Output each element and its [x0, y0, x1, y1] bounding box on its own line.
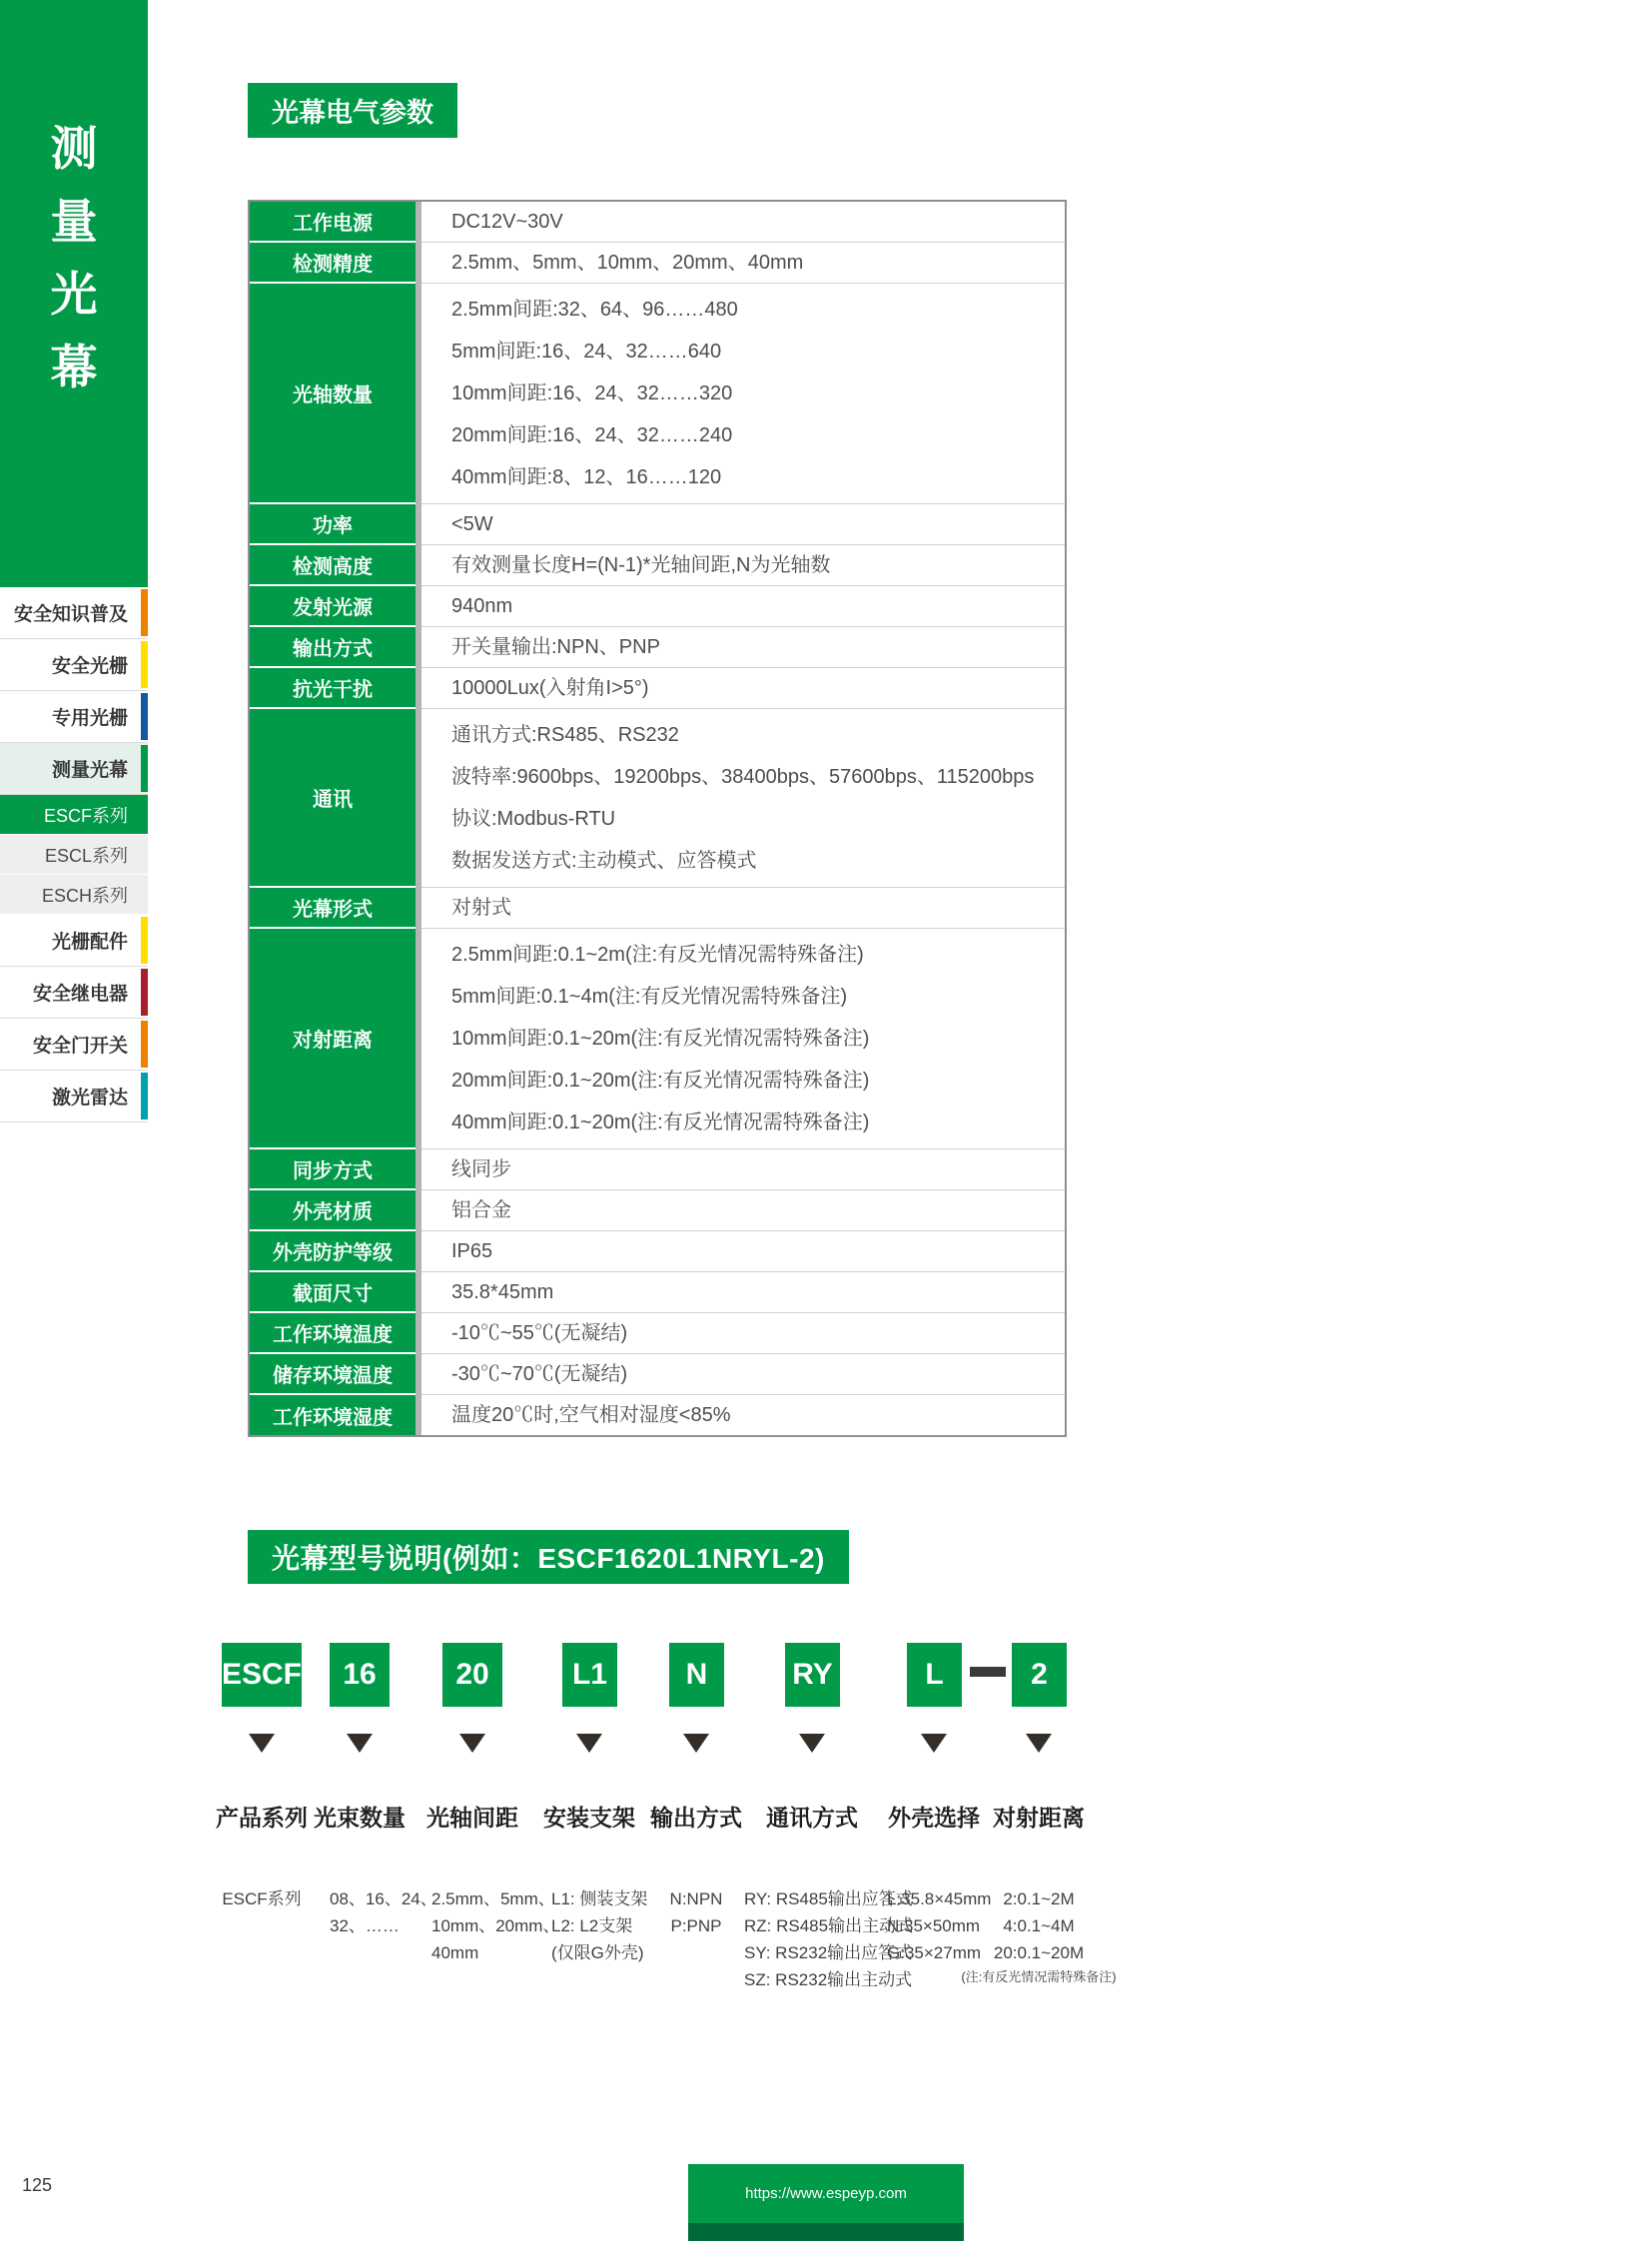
spec-value-line: 40mm间距:0.1~20m(注:有反光情况需特殊备注): [451, 1112, 870, 1133]
spec-table: [248, 200, 1067, 1437]
spec-row-label: 抗光干扰: [250, 668, 415, 709]
model-detail-line: 10mm、20mm、: [431, 1916, 560, 1935]
model-detail-line: L:35.8×45mm: [887, 1889, 992, 1908]
table-row: [250, 1313, 1065, 1354]
table-row: [250, 243, 1065, 284]
sidebar-item-label: 激光雷达: [51, 1088, 128, 1109]
triangle-down-icon: [347, 1734, 373, 1753]
spec-value-line: 20mm间距:16、24、32……240: [451, 424, 733, 446]
sidebar-item-accent-bar: [141, 969, 148, 1016]
sidebar-item-accent-bar: [141, 589, 148, 636]
spec-row-value: [421, 243, 1065, 284]
table-row: [250, 1190, 1065, 1231]
table-row: [250, 1395, 1065, 1435]
sidebar-item-label: 安全继电器: [32, 984, 128, 1005]
table-row: [250, 627, 1065, 668]
spec-row-label: 检测高度: [250, 545, 415, 586]
spec-row-label: 截面尺寸: [250, 1272, 415, 1313]
spec-row-value: [421, 504, 1065, 545]
table-row: [250, 668, 1065, 709]
sidebar-item-专用光栅[interactable]: [0, 691, 148, 743]
sidebar-title-char: 量: [50, 195, 98, 248]
spec-row-label: 光幕形式: [250, 888, 415, 929]
spec-value-line: 波特率:9600bps、19200bps、38400bps、57600bps、115200bps: [451, 766, 1035, 788]
sidebar-title-char: 光: [50, 268, 98, 321]
spec-value-line: 5mm间距:16、24、32……640: [451, 341, 722, 363]
spec-row-label: 输出方式: [250, 627, 415, 668]
model-detail-line: 08、16、24、: [330, 1889, 437, 1908]
spec-value-line: 通讯方式:RS485、RS232: [451, 724, 679, 746]
model-detail-line: SY: RS232输出应答式: [744, 1943, 913, 1962]
sidebar-item-label: ESCL系列: [44, 845, 128, 866]
model-detail-line: 40mm: [431, 1943, 479, 1962]
sidebar-item-label: ESCH系列: [41, 885, 128, 906]
footer-strip: [688, 2223, 964, 2241]
spec-row-label: 对射距离: [250, 929, 415, 1149]
model-detail-line: L1: 侧装支架: [551, 1889, 648, 1908]
model-code-box-N: N: [669, 1643, 724, 1707]
spec-row-value: [421, 1354, 1065, 1395]
sidebar-category-banner: [0, 0, 148, 587]
sidebar-nav: [0, 587, 148, 1122]
spec-row-label: 通讯: [250, 709, 415, 888]
dash-separator: [970, 1667, 1006, 1677]
model-segment-label: 光轴间距: [426, 1805, 518, 1831]
spec-value-line: 5mm间距:0.1~4m(注:有反光情况需特殊备注): [451, 986, 848, 1008]
sidebar-item-accent-bar: [141, 745, 148, 792]
spec-row-value: [421, 545, 1065, 586]
model-code-box-ESCF: ESCF: [222, 1643, 302, 1707]
model-detail-line: 4:0.1~4M: [1003, 1916, 1075, 1935]
model-detail-line: ESCF系列: [222, 1889, 302, 1908]
model-detail-line: L2: L2支架: [551, 1916, 633, 1935]
model-detail-line: SZ: RS232输出主动式: [744, 1970, 913, 1989]
sidebar-item-label: 安全门开关: [32, 1036, 128, 1057]
model-detail-note: (注:有反光情况需特殊备注): [961, 1969, 1117, 1984]
spec-row-label: 光轴数量: [250, 284, 415, 504]
table-row: [250, 888, 1065, 929]
spec-row-value: [421, 1272, 1065, 1313]
model-segment-label: 安装支架: [543, 1805, 635, 1831]
spec-section-title: 光幕电气参数: [248, 83, 457, 138]
spec-row-label: 同步方式: [250, 1149, 415, 1190]
spec-row-value: [421, 627, 1065, 668]
spec-row-value: [421, 668, 1065, 709]
triangle-down-icon: [459, 1734, 485, 1753]
spec-value-line: 2.5mm间距:0.1~2m(注:有反光情况需特殊备注): [451, 944, 864, 966]
spec-value-line: <5W: [451, 513, 493, 535]
spec-row-value: [421, 1149, 1065, 1190]
spec-value-line: 940nm: [451, 595, 513, 617]
spec-value-line: 10mm间距:0.1~20m(注:有反光情况需特殊备注): [451, 1028, 870, 1050]
table-row: [250, 1149, 1065, 1190]
spec-value-line: 10mm间距:16、24、32……320: [451, 382, 733, 404]
spec-value-line: -10℃~55℃(无凝结): [451, 1322, 628, 1344]
spec-value-line: -30℃~70℃(无凝结): [451, 1363, 628, 1385]
sidebar-item-ESCF系列[interactable]: [0, 795, 148, 835]
spec-row-label: 发射光源: [250, 586, 415, 627]
sidebar-item-安全光栅[interactable]: [0, 639, 148, 691]
table-row: [250, 545, 1065, 586]
triangle-down-icon: [249, 1734, 275, 1753]
spec-row-label: 工作环境温度: [250, 1313, 415, 1354]
page-number: 125: [22, 2175, 53, 2195]
model-detail-line: N:35×50mm: [887, 1916, 981, 1935]
spec-row-value: [421, 1395, 1065, 1435]
model-detail-line: RY: RS485输出应答式: [744, 1889, 913, 1908]
table-row: [250, 1272, 1065, 1313]
model-segment-details: [330, 1885, 437, 1939]
spec-row-value: [421, 709, 1065, 888]
sidebar-item-accent-bar: [141, 917, 148, 964]
sidebar-item-ESCL系列[interactable]: [0, 835, 148, 875]
model-code-box-20: 20: [442, 1643, 502, 1707]
spec-value-line: 10000Lux(入射角I>5°): [451, 677, 649, 699]
sidebar-item-安全继电器[interactable]: [0, 967, 148, 1019]
sidebar-item-安全门开关[interactable]: [0, 1019, 148, 1071]
table-row: [250, 929, 1065, 1149]
model-detail-line: G:35×27mm: [887, 1943, 982, 1962]
spec-value-line: 有效测量长度H=(N-1)*光轴间距,N为光轴数: [451, 554, 831, 576]
sidebar-item-accent-bar: [141, 1073, 148, 1120]
sidebar-item-label: 安全光栅: [51, 656, 128, 677]
model-segment-label: 通讯方式: [766, 1805, 858, 1831]
table-row: [250, 709, 1065, 888]
spec-row-label: 外壳防护等级: [250, 1231, 415, 1272]
table-row: [250, 1354, 1065, 1395]
triangle-down-icon: [799, 1734, 825, 1753]
model-code-box-RY: RY: [785, 1643, 840, 1707]
spec-value-line: 2.5mm、5mm、10mm、20mm、40mm: [451, 252, 804, 274]
sidebar-item-ESCH系列[interactable]: [0, 875, 148, 915]
sidebar-item-光栅配件[interactable]: [0, 915, 148, 967]
sidebar-item-label: 专用光栅: [51, 708, 128, 729]
model-detail-line: N:NPN: [669, 1889, 723, 1908]
table-row: [250, 202, 1065, 243]
spec-value-line: 开关量输出:NPN、PNP: [451, 636, 660, 658]
model-code-box-L: L: [907, 1643, 962, 1707]
model-segment-label: 产品系列: [216, 1805, 308, 1831]
model-segment-details: [431, 1885, 559, 1966]
spec-value-line: 对射式: [451, 897, 511, 919]
table-row: [250, 284, 1065, 504]
triangle-down-icon: [921, 1734, 947, 1753]
spec-row-label: 储存环境温度: [250, 1354, 415, 1395]
spec-value-line: 温度20℃时,空气相对湿度<85%: [451, 1404, 731, 1426]
spec-value-line: 线同步: [451, 1158, 511, 1180]
sidebar-title-char: 幕: [50, 341, 98, 393]
sidebar-item-label: 安全知识普及: [13, 604, 128, 625]
model-detail-line: 20:0.1~20M: [993, 1943, 1085, 1962]
spec-value-line: 2.5mm间距:32、64、96……480: [451, 299, 738, 321]
model-code-box-L1: L1: [562, 1643, 617, 1707]
spec-value-line: 40mm间距:8、12、16……120: [451, 466, 722, 488]
model-segment-label: 输出方式: [650, 1805, 742, 1831]
spec-value-line: 35.8*45mm: [451, 1281, 554, 1303]
model-code-box-16: 16: [330, 1643, 390, 1707]
sidebar-item-accent-bar: [141, 641, 148, 688]
model-detail-line: P:PNP: [670, 1916, 722, 1935]
model-segment-label: 外壳选择: [888, 1805, 980, 1831]
table-row: [250, 1231, 1065, 1272]
model-detail-line: 32、……: [330, 1916, 400, 1935]
sidebar-item-accent-bar: [141, 1021, 148, 1068]
spec-row-value: [421, 1313, 1065, 1354]
spec-value-line: 铝合金: [451, 1199, 511, 1221]
sidebar-item-accent-bar: [141, 693, 148, 740]
spec-row-value: [421, 586, 1065, 627]
spec-row-label: 检测精度: [250, 243, 415, 284]
triangle-down-icon: [683, 1734, 709, 1753]
spec-row-value: [421, 284, 1065, 504]
model-detail-line: 2:0.1~2M: [1003, 1889, 1075, 1908]
spec-row-label: 工作电源: [250, 202, 415, 243]
model-code-box-2: 2: [1012, 1643, 1067, 1707]
spec-value-line: 协议:Modbus-RTU: [451, 808, 616, 830]
model-detail-line: (仅限G外壳): [551, 1943, 644, 1962]
sidebar-title-char: 测: [50, 122, 98, 175]
sidebar-item-label: ESCF系列: [43, 805, 128, 826]
spec-row-value: [421, 888, 1065, 929]
model-detail-line: 2.5mm、5mm、: [431, 1889, 555, 1908]
sidebar-item-label: 光栅配件: [51, 932, 128, 953]
spec-value-line: 20mm间距:0.1~20m(注:有反光情况需特殊备注): [451, 1070, 870, 1092]
spec-row-value: [421, 202, 1065, 243]
spec-value-line: DC12V~30V: [451, 211, 563, 233]
table-row: [250, 504, 1065, 545]
model-segment-details: [929, 1885, 1149, 1988]
spec-row-value: [421, 1190, 1065, 1231]
triangle-down-icon: [576, 1734, 602, 1753]
sidebar: [0, 0, 148, 1122]
table-row: [250, 586, 1065, 627]
model-detail-line: RZ: RS485输出主动式: [744, 1916, 914, 1935]
footer-website-link[interactable]: https://www.espeyp.com: [688, 2164, 964, 2223]
spec-row-label: 工作环境湿度: [250, 1395, 415, 1435]
model-section-title: 光幕型号说明(例如：ESCF1620L1NRYL-2): [248, 1530, 849, 1584]
sidebar-item-label: 测量光幕: [51, 760, 128, 781]
spec-row-label: 功率: [250, 504, 415, 545]
model-segment-label: 光束数量: [314, 1805, 406, 1831]
spec-value-line: IP65: [451, 1240, 493, 1262]
sidebar-item-激光雷达[interactable]: [0, 1071, 148, 1122]
spec-row-value: [421, 929, 1065, 1149]
sidebar-item-测量光幕[interactable]: [0, 743, 148, 795]
sidebar-item-安全知识普及[interactable]: [0, 587, 148, 639]
spec-value-line: 数据发送方式:主动模式、应答模式: [451, 850, 757, 872]
triangle-down-icon: [1026, 1734, 1052, 1753]
spec-row-value: [421, 1231, 1065, 1272]
model-segment-label: 对射距离: [993, 1805, 1085, 1831]
spec-row-label: 外壳材质: [250, 1190, 415, 1231]
